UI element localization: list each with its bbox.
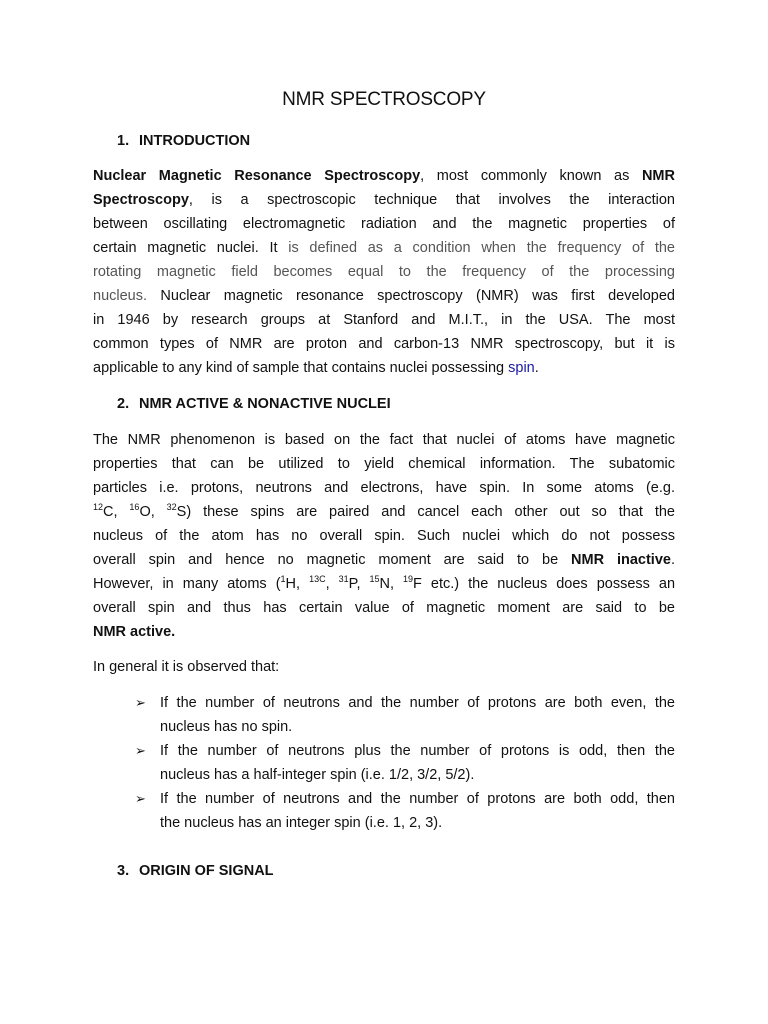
section-title: NMR ACTIVE & NONACTIVE NUCLEI — [139, 396, 391, 412]
paragraph-line — [93, 260, 675, 284]
paragraph-line — [93, 212, 675, 236]
superscript: 32 — [166, 502, 177, 512]
text-span: S) these spins are paired and cancel each other out so that the — [176, 504, 675, 520]
text-span: common types of NMR are proton and carbon-13 NMR spectroscopy, but it is — [93, 336, 675, 352]
text-span: properties that can be utilized to yield chemical information. The subatomic — [93, 456, 675, 472]
bold-text: NMR — [641, 168, 675, 184]
bold-text: NMR active. — [93, 624, 176, 640]
superscript: 19 — [403, 574, 414, 584]
paragraph-line — [93, 476, 675, 500]
superscript: 13C — [309, 574, 326, 584]
text-span: overall spin and hence no magnetic moment are said to be — [93, 552, 572, 568]
arrow-bullet-icon: ➢ — [135, 791, 146, 806]
paragraph-line — [93, 188, 675, 212]
text-span: . — [534, 360, 539, 376]
spin-link[interactable]: spin — [508, 360, 535, 376]
bold-text: Nuclear Magnetic Resonance Spectroscopy — [93, 168, 421, 184]
text-span: certain magnetic nuclei. It — [93, 240, 289, 256]
text-span: Nuclear magnetic resonance spectroscopy (NMR) was first developed — [160, 288, 675, 304]
text-span: overall spin and thus has certain value of magnetic moment are said to be — [93, 600, 675, 616]
section-heading — [117, 129, 250, 153]
bullet-item-line: nucleus has no spin. — [160, 719, 293, 735]
text-span: P, — [348, 576, 370, 592]
bold-text: Spectroscopy — [93, 192, 189, 208]
text-span: C, — [103, 504, 130, 520]
paragraph-line — [93, 620, 675, 644]
text-span: technique that involves the interaction — [355, 192, 675, 208]
paragraph-line — [93, 308, 675, 332]
section-title: ORIGIN OF SIGNAL — [139, 863, 274, 879]
paragraph-line — [93, 356, 675, 380]
superscript: 1 — [280, 574, 286, 584]
section-number: 3. — [117, 863, 130, 879]
section-number: 2. — [117, 396, 130, 412]
paragraph-line — [93, 284, 675, 308]
bullet-item-line: If the number of neutrons and the number of protons are both even, the — [160, 695, 675, 711]
section-heading — [117, 392, 391, 416]
section-title: INTRODUCTION — [139, 133, 251, 149]
text-span: . — [670, 552, 675, 568]
paragraph-line — [93, 524, 675, 548]
section-number: 1. — [117, 133, 130, 149]
paragraph-line — [93, 596, 675, 620]
text-span: In general it is observed that: — [93, 659, 280, 675]
bullet-item-line: nucleus has a half-integer spin (i.e. 1/2, 3/2, 5/2). — [160, 767, 475, 783]
text-span: N, — [379, 576, 404, 592]
text-span: spectroscopic — [267, 192, 356, 208]
arrow-bullet-icon: ➢ — [135, 743, 146, 758]
paragraph-line — [93, 164, 675, 188]
text-span: nucleus of the atom has no overall spin. Such nuclei which do not possess — [93, 528, 675, 544]
gray-text: rotating magnetic field becomes equal to the frequency of the processing — [93, 264, 675, 280]
paragraph-line — [93, 332, 675, 356]
bullet-item-line: If the number of neutrons and the number of protons are both odd, then — [160, 791, 675, 807]
paragraph-line — [93, 500, 675, 524]
superscript: 31 — [338, 574, 349, 584]
text-span: , — [325, 576, 339, 592]
paragraph-line — [93, 428, 675, 452]
text-span: However, in many atoms ( — [93, 576, 281, 592]
text-span: particles i.e. protons, neutrons and electrons, have spin. In some atoms (e.g. — [93, 480, 675, 496]
text-span: , is a — [188, 192, 268, 208]
page-title: NMR SPECTROSCOPY — [282, 89, 486, 110]
section-heading — [117, 859, 274, 883]
text-span: between oscillating electromagnetic radiation and the magnetic properties of — [93, 216, 675, 232]
bullet-item-line: the nucleus has an integer spin (i.e. 1, 2, 3). — [160, 815, 443, 831]
text-span: O, — [139, 504, 167, 520]
bold-text: NMR inactive — [571, 552, 671, 568]
text-span: F etc.) the nucleus does possess an — [413, 576, 676, 592]
arrow-bullet-icon: ➢ — [135, 695, 146, 710]
text-span: , most commonly known as — [420, 168, 642, 184]
superscript: 16 — [129, 502, 140, 512]
paragraph-line — [93, 572, 675, 596]
paragraph-line — [93, 452, 675, 476]
paragraph-line — [93, 236, 675, 260]
bullet-item-line: If the number of neutrons plus the number of protons is odd, then the — [160, 743, 675, 759]
text-span: H, — [285, 576, 310, 592]
text-span: The NMR phenomenon is based on the fact that nuclei of atoms have magnetic — [93, 432, 675, 448]
superscript: 12 — [93, 502, 104, 512]
gray-text: is defined as a condition when the frequency of the — [288, 240, 675, 256]
paragraph-line — [93, 548, 675, 572]
paragraph-line — [93, 655, 675, 679]
text-span: applicable to any kind of sample that contains nuclei possessing — [93, 360, 509, 376]
text-span: in 1946 by research groups at Stanford and M.I.T., in the USA. The most — [93, 312, 675, 328]
gray-text: nucleus. — [93, 288, 161, 304]
superscript: 15 — [369, 574, 380, 584]
